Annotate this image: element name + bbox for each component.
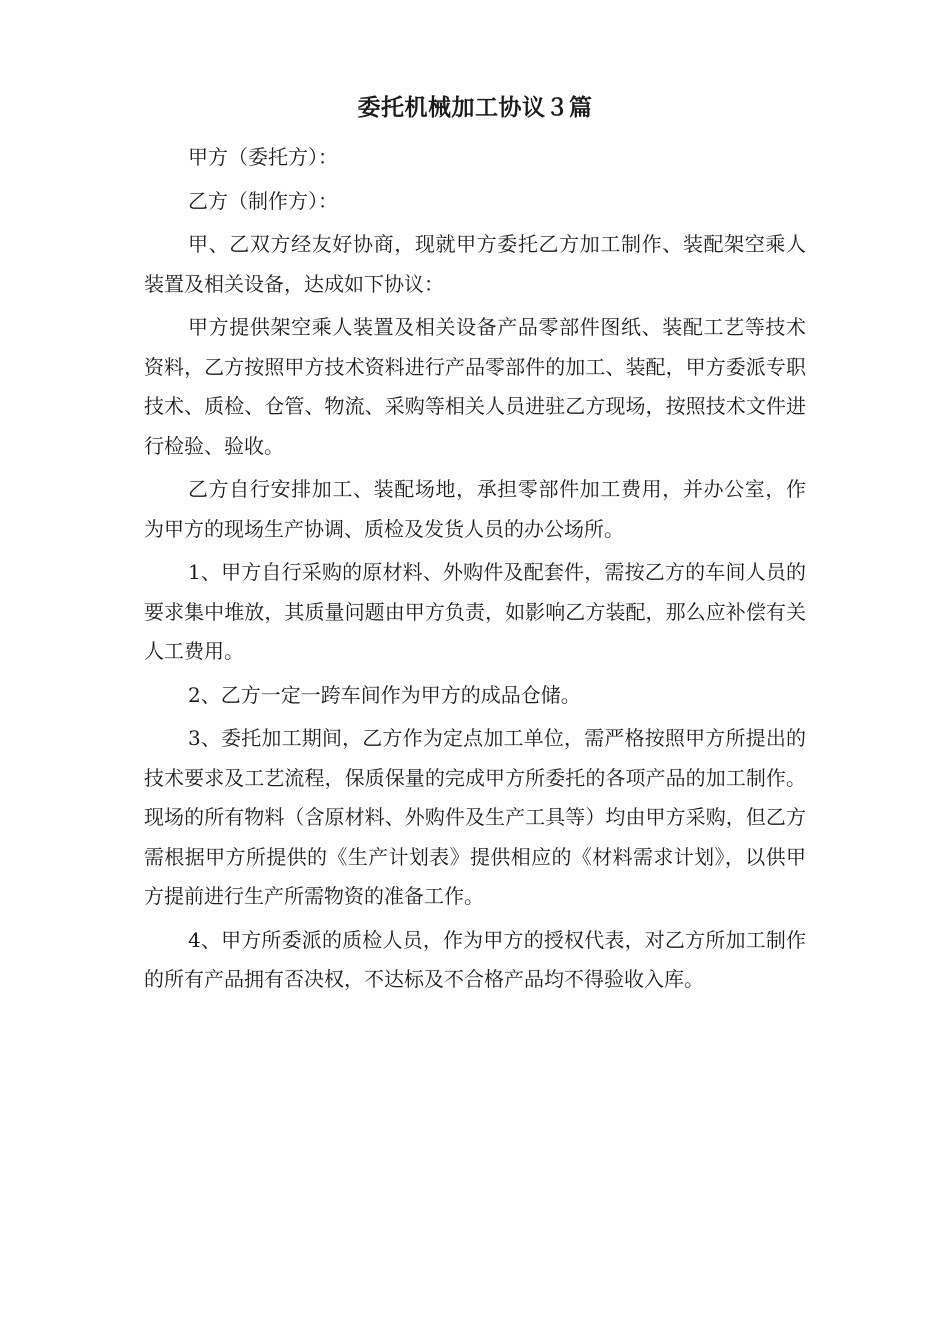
clause-3: 3、委托加工期间，乙方作为定点加工单位，需严格按照甲方所提出的技术要求及工艺流程，保质保量的完成甲方所委托的各项产品的加工制作。现场的所有物料（含原材料、外购件及生产工具等）均由甲方采购，但乙方需根据甲方所提供的《生产计划表》提供相应的《材料需求计划》，以供甲方提前进行生产所需物资的准备工作。 <box>144 726 806 908</box>
document-title: 委托机械加工协议３篇 <box>357 94 593 121</box>
site-paragraph: 乙方自行安排加工、装配场地，承担零部件加工费用，并办公室，作为甲方的现场生产协调、质检及发货人员的办公场所。 <box>144 477 806 541</box>
technical-data-paragraph: 甲方提供架空乘人装置及相关设备产品零部件图纸、装配工艺等技术资料，乙方按照甲方技术资料进行产品零部件的加工、装配，甲方委派专职技术、质检、仓管、物流、采购等相关人员进驻乙方现场，按照技术文件进行检验、验收。 <box>144 315 806 458</box>
party-a-line: 甲方（委托方）： <box>188 145 338 169</box>
intro-paragraph: 甲、乙双方经友好协商，现就甲方委托乙方加工制作、装配架空乘人装置及相关设备，达成如下协议： <box>144 232 806 296</box>
party-b-line: 乙方（制作方）： <box>188 188 338 213</box>
clause-2: 2、乙方一定一跨车间作为甲方的成品仓储。 <box>188 682 581 707</box>
clause-1: 1、甲方自行采购的原材料、外购件及配套件，需按乙方的车间人员的要求集中堆放，其质量问题由甲方负责，如影响乙方装配，那么应补偿有关人工费用。 <box>144 560 806 663</box>
document-page <box>144 88 806 1004</box>
clause-4: 4、甲方所委派的质检人员，作为甲方的授权代表，对乙方所加工制作的所有产品拥有否决权，不达标及不合格产品均不得验收入库。 <box>144 927 806 991</box>
